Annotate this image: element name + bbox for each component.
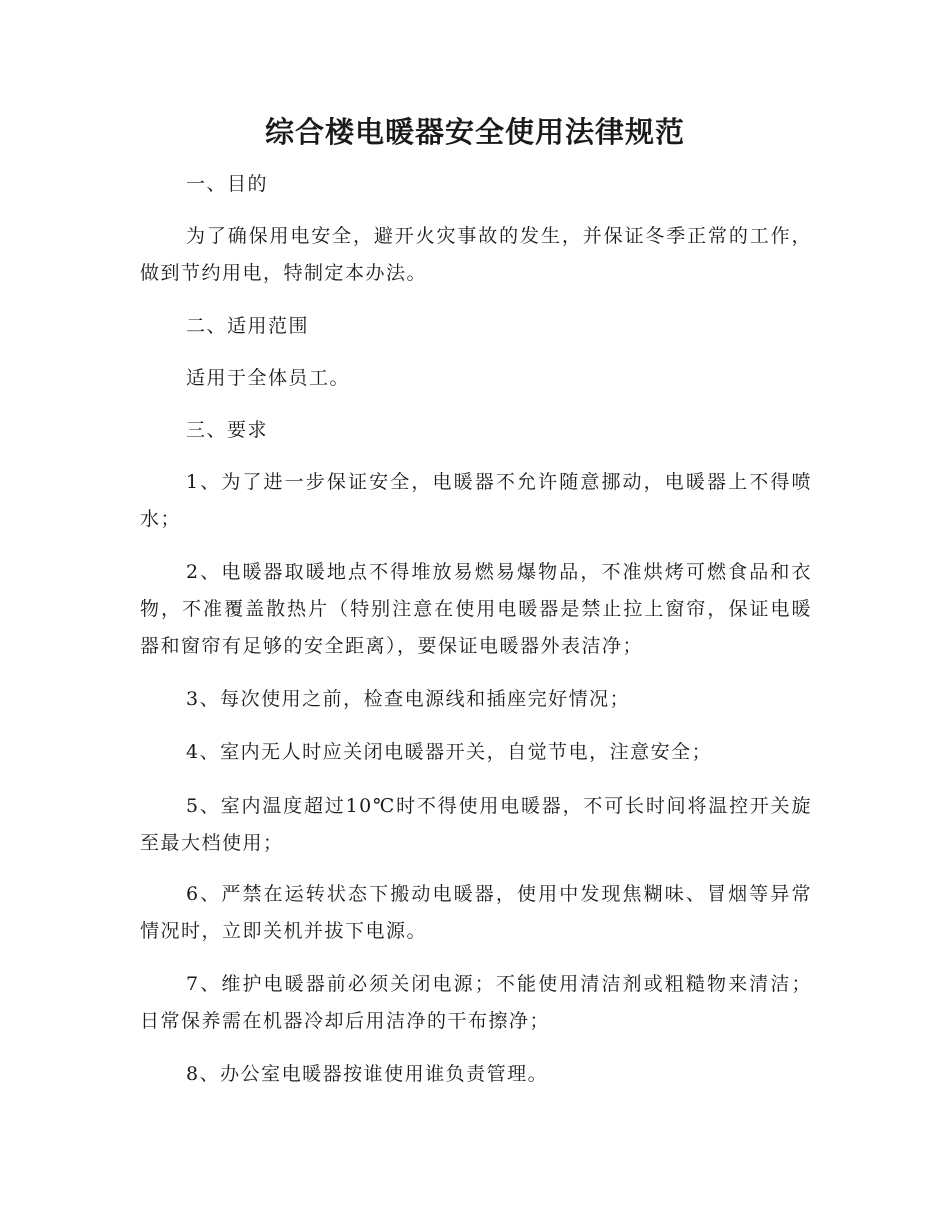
purpose-paragraph: 为了确保用电安全，避开火灾事故的发生，并保证冬季正常的工作，做到节约用电，特制定本办法。 bbox=[140, 225, 812, 284]
section-heading-requirements: 三、要求 bbox=[186, 419, 269, 441]
rule-item-4: 4、室内无人时应关闭电暖器开关，自觉节电，注意安全； bbox=[186, 741, 713, 763]
section-heading-purpose: 一、目的 bbox=[186, 173, 269, 195]
document-title: 综合楼电暖器安全使用法律规范 bbox=[264, 115, 685, 149]
rule-item-1: 1、为了进一步保证安全，电暖器不允许随意挪动，电暖器上不得喷水； bbox=[140, 471, 812, 530]
rule-item-6: 6、严禁在运转状态下搬动电暖器，使用中发现焦糊味、冒烟等异常情况时，立即关机并拔下电源。 bbox=[140, 883, 812, 942]
section-heading-scope: 二、适用范围 bbox=[186, 315, 310, 337]
rule-item-7: 7、维护电暖器前必须关闭电源；不能使用清洁剂或粗糙物来清洁；日常保养需在机器冷却后用洁净的干布擦净； bbox=[140, 973, 812, 1032]
scope-paragraph: 适用于全体员工。 bbox=[186, 367, 351, 389]
rule-item-5: 5、室内温度超过10℃时不得使用电暖器，不可长时间将温控开关旋至最大档使用； bbox=[140, 795, 812, 854]
rule-item-2: 2、电暖器取暖地点不得堆放易燃易爆物品，不准烘烤可燃食品和衣物，不准覆盖散热片（特别注意在使用电暖器是禁止拉上窗帘，保证电暖器和窗帘有足够的安全距离），要保证电暖器外表洁净； bbox=[140, 561, 812, 657]
rule-item-3: 3、每次使用之前，检查电源线和插座完好情况； bbox=[186, 688, 631, 710]
rule-item-8: 8、办公室电暖器按谁使用谁负责管理。 bbox=[186, 1063, 549, 1085]
